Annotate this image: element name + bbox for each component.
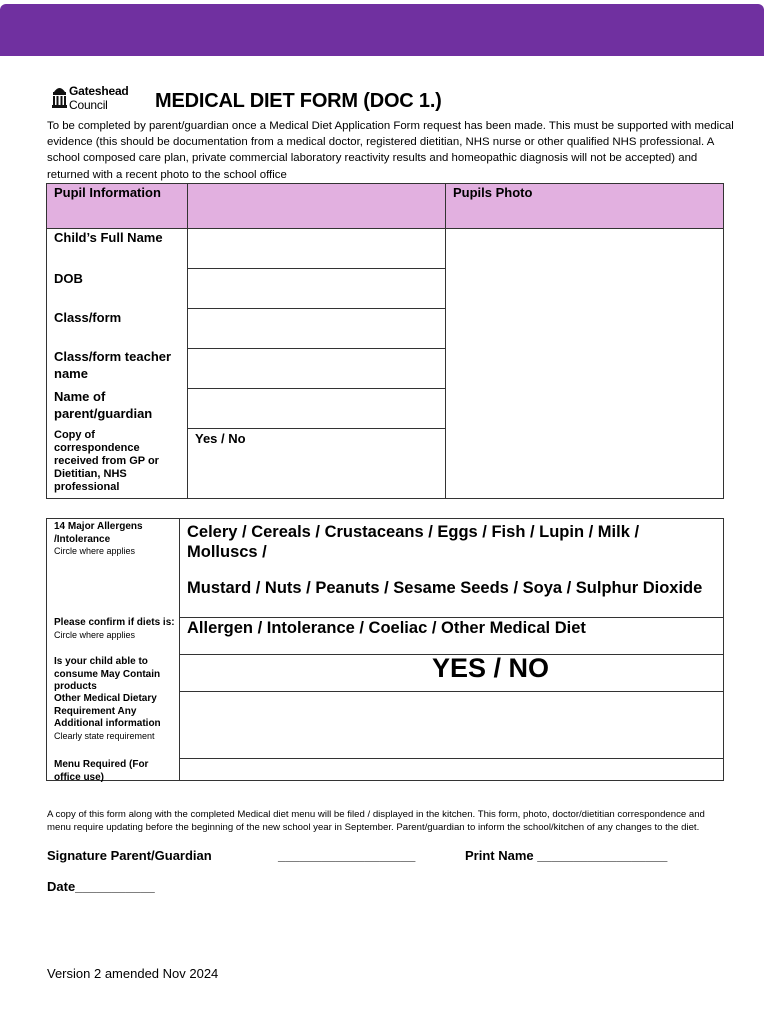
date-field[interactable]: Date___________ [47,879,155,894]
confirm-diet-label [54,617,176,641]
allergy-labels-column [46,518,180,781]
confirm-diet-sub: Circle where applies [54,629,136,640]
signature-line[interactable]: ___________________ [278,848,416,863]
top-banner [0,4,764,56]
allergens-list-2[interactable]: Mustard / Nuts / Peanuts / Sesame Seeds / Soya / Sulphur Dioxide [187,579,703,597]
menu-required-label: Menu Required (For office use) [54,759,149,783]
other-requirement-sub: Clearly state requirement [54,730,155,741]
council-logo [52,84,142,114]
print-name-field[interactable]: Print Name __________________ [465,848,668,863]
signature-label: Signature Parent/Guardian [47,848,212,863]
allergens-sub: Circle where applies [54,546,136,556]
childs-name-label: Child’s Full Name [54,230,163,245]
allergens-label [54,521,176,557]
correspondence-label: Copy of correspondence received from GP or Dietitian, NHS professional [54,429,159,493]
pupil-info-label: Pupil Information [54,185,161,200]
other-requirement-field[interactable] [179,691,724,759]
allergens-list-1[interactable]: Celery / Cereals / Crustaceans / Eggs / Fish / Lupin / Milk / Molluscs / [187,523,640,561]
childs-name-field[interactable] [187,228,446,269]
parent-name-field[interactable] [187,388,446,429]
photo-box[interactable] [445,228,724,499]
parent-name-label: Name of parent/guardian [54,389,153,421]
class-form-field[interactable] [187,308,446,349]
intro-text: To be completed by parent/guardian once a Medical Diet Application Form request has been made. This must be supported with medical evidence (this should be documentation from a medical doctor, registered dietitian, NHS nurse or other qualified NHS professional. A school composed care plan, private commercial laboratory reactivity results and homeopathic diagnosis will not be accepted) and returned with a recent photo to the school office [47,120,734,181]
other-requirement-label-text: Other Medical Dietary Requirement Any Additional information [54,693,161,729]
other-requirement-label [54,693,176,742]
logo-name: Gateshead [69,84,129,98]
version-text: Version 2 amended Nov 2024 [47,966,219,981]
menu-required-field[interactable] [179,758,724,781]
confirm-diet-label-text: Please confirm if diets is: [54,617,175,628]
dob-field[interactable] [187,268,446,309]
allergens-label-text: 14 Major Allergens /Intolerance [54,521,143,545]
may-contain-yes-no[interactable]: YES / NO [432,653,550,683]
pupil-info-header-blank [187,183,446,229]
page-title: MEDICAL DIET FORM (DOC 1.) [155,90,442,112]
teacher-name-field[interactable] [187,348,446,389]
may-contain-label: Is your child able to consume May Contain products [54,656,161,692]
dob-label: DOB [54,271,83,286]
building-icon [52,84,67,108]
class-form-label: Class/form [54,310,122,325]
pupils-photo-label: Pupils Photo [453,185,533,200]
teacher-name-label: Class/form teacher name [54,349,172,381]
logo-council: Council [69,98,108,112]
confirm-diet-options[interactable]: Allergen / Intolerance / Coeliac / Other Medical Diet [187,619,586,637]
footer-note: A copy of this form along with the completed Medical diet menu will be filed / displayed in the kitchen. This form, photo, doctor/dietitian correspondence and menu require updating before the beginning of the new school year in September. Parent/guardian to inform the school/kitchen of any changes to the diet. [47,809,705,834]
correspondence-yes-no[interactable]: Yes / No [195,431,246,446]
